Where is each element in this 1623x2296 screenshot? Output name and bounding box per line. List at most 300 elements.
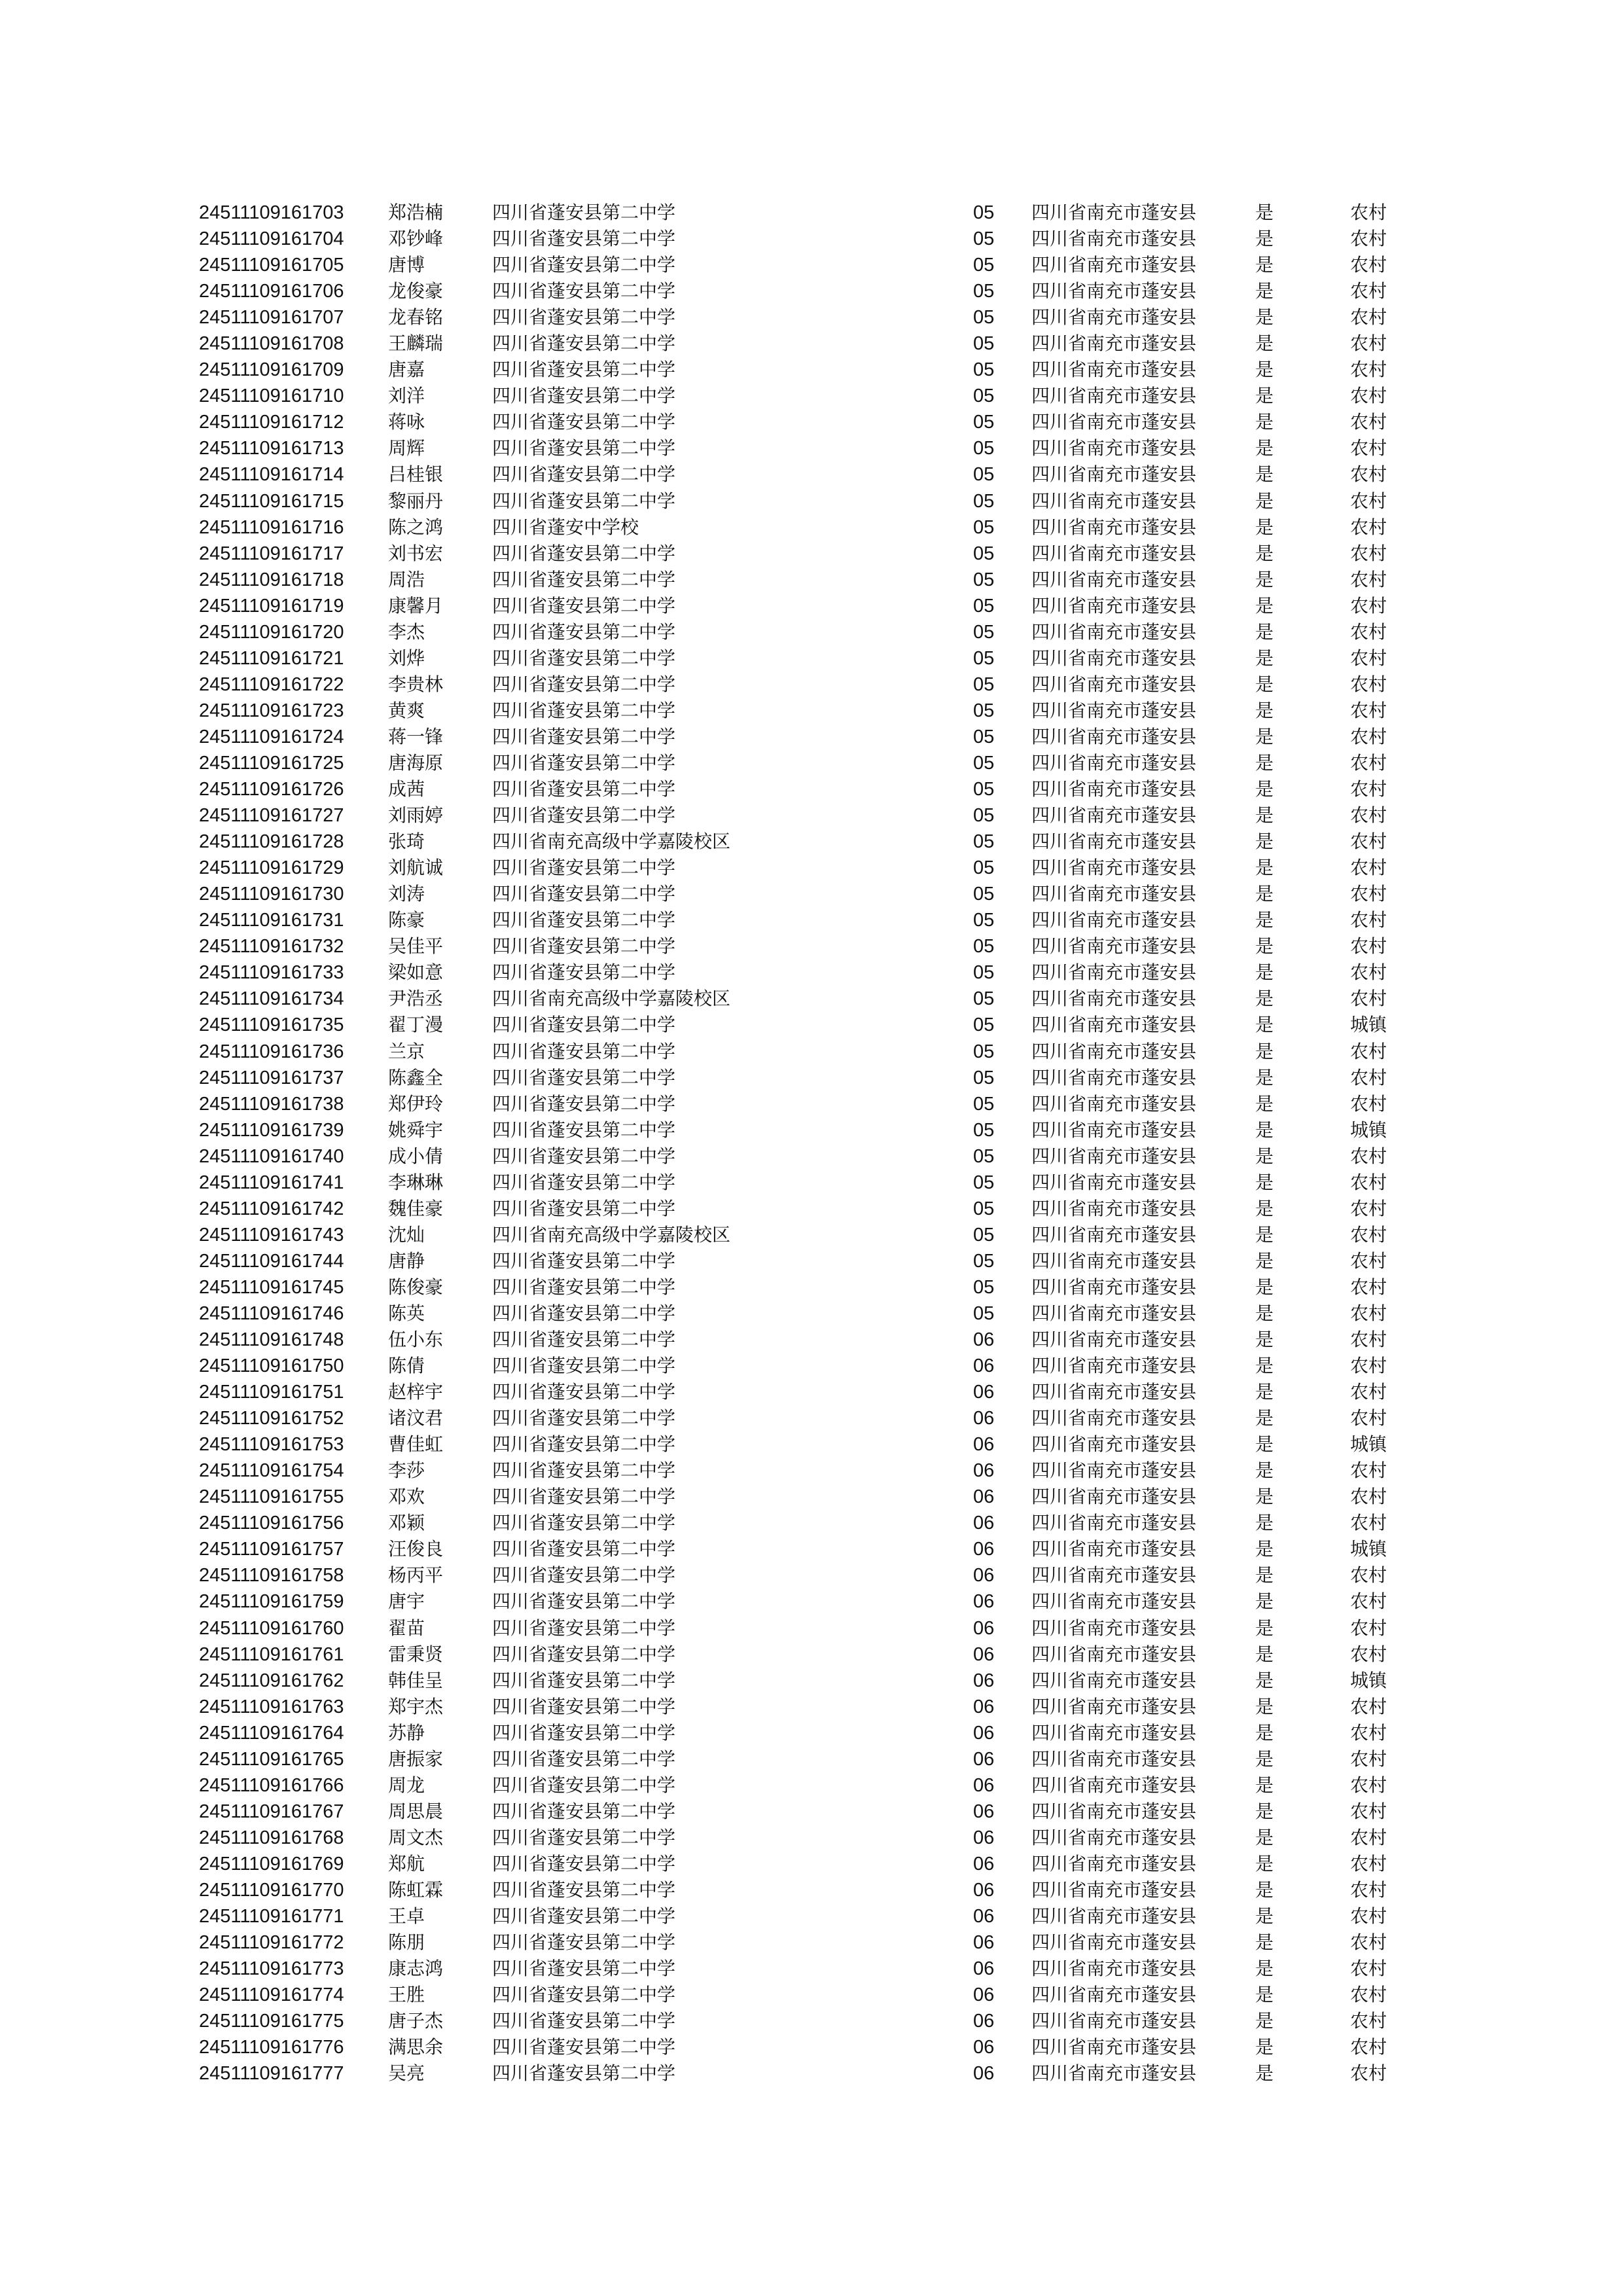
residence-type-cell: 城镇 (1350, 1433, 1387, 1456)
table-row (0, 672, 1623, 698)
student-id-cell: 24511109161775 (199, 2011, 344, 2032)
class-number-cell: 05 (973, 1119, 995, 1141)
school-cell: 四川省蓬安县第二中学 (492, 961, 676, 984)
residence-type-cell: 农村 (1350, 359, 1387, 381)
residence-type-cell: 农村 (1350, 1197, 1387, 1219)
student-id-cell: 24511109161729 (199, 857, 344, 879)
origin-location-cell: 四川省南充市蓬安县 (1031, 463, 1197, 486)
origin-location-cell: 四川省南充市蓬安县 (1031, 1197, 1197, 1219)
eligibility-flag-cell: 是 (1255, 961, 1274, 984)
origin-location-cell: 四川省南充市蓬安县 (1031, 490, 1197, 512)
student-id-cell: 24511109161730 (199, 884, 344, 905)
origin-location-cell: 四川省南充市蓬安县 (1031, 751, 1197, 774)
residence-type-cell: 农村 (1350, 1590, 1387, 1613)
origin-location-cell: 四川省南充市蓬安县 (1031, 1512, 1197, 1534)
origin-location-cell: 四川省南充市蓬安县 (1031, 935, 1197, 958)
eligibility-flag-cell: 是 (1255, 568, 1274, 590)
residence-type-cell: 农村 (1350, 751, 1387, 774)
student-name-cell: 康志鸿 (388, 1958, 444, 1980)
student-id-cell: 24511109161741 (199, 1172, 344, 1193)
student-id-cell: 24511109161728 (199, 831, 344, 853)
student-name-cell: 唐振家 (388, 1748, 444, 1770)
student-id-cell: 24511109161720 (199, 621, 344, 643)
eligibility-flag-cell: 是 (1255, 2036, 1274, 2058)
class-number-cell: 06 (973, 1486, 995, 1508)
student-name-cell: 蒋一锋 (388, 725, 444, 747)
residence-type-cell: 农村 (1350, 1276, 1387, 1298)
residence-type-cell: 农村 (1350, 1381, 1387, 1403)
student-name-cell: 尹浩丞 (388, 988, 444, 1010)
table-row (0, 907, 1623, 933)
table-row (0, 776, 1623, 802)
student-id-cell: 24511109161723 (199, 700, 344, 721)
student-id-cell: 24511109161746 (199, 1302, 344, 1324)
student-id-cell: 24511109161734 (199, 988, 344, 1010)
school-cell: 四川省蓬安县第二中学 (492, 778, 676, 800)
residence-type-cell: 农村 (1350, 673, 1387, 695)
student-id-cell: 24511109161726 (199, 779, 344, 800)
residence-type-cell: 农村 (1350, 1774, 1387, 1796)
student-name-cell: 刘雨婷 (388, 804, 444, 827)
student-name-cell: 唐静 (388, 1249, 425, 1272)
origin-location-cell: 四川省南充市蓬安县 (1031, 1407, 1197, 1429)
student-id-cell: 24511109161766 (199, 1774, 344, 1796)
student-id-cell: 24511109161736 (199, 1041, 344, 1062)
eligibility-flag-cell: 是 (1255, 1748, 1274, 1770)
eligibility-flag-cell: 是 (1255, 1355, 1274, 1377)
student-id-cell: 24511109161703 (199, 202, 344, 223)
student-id-cell: 24511109161718 (199, 569, 344, 590)
school-cell: 四川省蓬安县第二中学 (492, 1145, 676, 1167)
origin-location-cell: 四川省南充市蓬安县 (1031, 254, 1197, 276)
residence-type-cell: 农村 (1350, 1695, 1387, 1717)
origin-location-cell: 四川省南充市蓬安县 (1031, 1826, 1197, 1848)
table-row (0, 1379, 1623, 1405)
student-id-cell: 24511109161704 (199, 228, 344, 250)
table-row (0, 1562, 1623, 1588)
school-cell: 四川省蓬安县第二中学 (492, 1381, 676, 1403)
origin-location-cell: 四川省南充市蓬安县 (1031, 1223, 1197, 1246)
residence-type-cell: 农村 (1350, 542, 1387, 564)
school-cell: 四川省蓬安县第二中学 (492, 1538, 676, 1560)
student-id-cell: 24511109161760 (199, 1617, 344, 1639)
residence-type-cell: 农村 (1350, 385, 1387, 407)
class-number-cell: 06 (973, 1853, 995, 1874)
origin-location-cell: 四川省南充市蓬安县 (1031, 1355, 1197, 1377)
origin-location-cell: 四川省南充市蓬安县 (1031, 1748, 1197, 1770)
table-row (0, 1353, 1623, 1379)
origin-location-cell: 四川省南充市蓬安县 (1031, 1852, 1197, 1874)
eligibility-flag-cell: 是 (1255, 1014, 1274, 1036)
student-id-cell: 24511109161774 (199, 1984, 344, 2006)
student-name-cell: 刘涛 (388, 883, 425, 905)
student-name-cell: 陈虹霖 (388, 1879, 444, 1901)
residence-type-cell: 农村 (1350, 831, 1387, 853)
student-id-cell: 24511109161731 (199, 910, 344, 931)
school-cell: 四川省蓬安县第二中学 (492, 490, 676, 512)
school-cell: 四川省蓬安县第二中学 (492, 306, 676, 329)
residence-type-cell: 农村 (1350, 1512, 1387, 1534)
origin-location-cell: 四川省南充市蓬安县 (1031, 542, 1197, 564)
eligibility-flag-cell: 是 (1255, 1276, 1274, 1298)
class-number-cell: 05 (973, 647, 995, 669)
table-row (0, 2008, 1623, 2034)
school-cell: 四川省蓬安县第二中学 (492, 228, 676, 250)
class-number-cell: 05 (973, 228, 995, 250)
eligibility-flag-cell: 是 (1255, 228, 1274, 250)
student-name-cell: 陈朋 (388, 1931, 425, 1954)
class-number-cell: 05 (973, 1302, 995, 1324)
eligibility-flag-cell: 是 (1255, 1302, 1274, 1324)
student-name-cell: 成茜 (388, 778, 425, 800)
school-cell: 四川省蓬安县第二中学 (492, 1879, 676, 1901)
student-id-cell: 24511109161724 (199, 726, 344, 747)
student-id-cell: 24511109161705 (199, 255, 344, 276)
class-number-cell: 06 (973, 1722, 995, 1744)
table-row (0, 1065, 1623, 1091)
student-id-cell: 24511109161716 (199, 516, 344, 538)
student-id-cell: 24511109161772 (199, 1932, 344, 1954)
student-id-cell: 24511109161773 (199, 1958, 344, 1980)
class-number-cell: 06 (973, 2037, 995, 2058)
residence-type-cell: 农村 (1350, 1852, 1387, 1874)
residence-type-cell: 农村 (1350, 909, 1387, 931)
student-name-cell: 郑航 (388, 1852, 425, 1874)
student-id-cell: 24511109161765 (199, 1748, 344, 1770)
eligibility-flag-cell: 是 (1255, 1512, 1274, 1534)
table-row (0, 1248, 1623, 1274)
school-cell: 四川省蓬安县第二中学 (492, 568, 676, 590)
school-cell: 四川省蓬安县第二中学 (492, 804, 676, 827)
eligibility-flag-cell: 是 (1255, 1669, 1274, 1691)
student-name-cell: 翟苗 (388, 1617, 425, 1639)
school-cell: 四川省蓬安县第二中学 (492, 1852, 676, 1874)
eligibility-flag-cell: 是 (1255, 490, 1274, 512)
class-number-cell: 05 (973, 1198, 995, 1219)
residence-type-cell: 农村 (1350, 857, 1387, 879)
class-number-cell: 06 (973, 1434, 995, 1456)
student-name-cell: 刘书宏 (388, 542, 444, 564)
table-row (0, 986, 1623, 1012)
origin-location-cell: 四川省南充市蓬安县 (1031, 1171, 1197, 1193)
residence-type-cell: 农村 (1350, 1826, 1387, 1848)
origin-location-cell: 四川省南充市蓬安县 (1031, 2010, 1197, 2032)
class-number-cell: 05 (973, 673, 995, 695)
origin-location-cell: 四川省南充市蓬安县 (1031, 1486, 1197, 1508)
residence-type-cell: 农村 (1350, 1984, 1387, 2006)
eligibility-flag-cell: 是 (1255, 1249, 1274, 1272)
school-cell: 四川省蓬安县第二中学 (492, 857, 676, 879)
student-name-cell: 唐子杰 (388, 2010, 444, 2032)
table-row (0, 1536, 1623, 1562)
origin-location-cell: 四川省南充市蓬安县 (1031, 1617, 1197, 1639)
class-number-cell: 06 (973, 1513, 995, 1534)
class-number-cell: 05 (973, 621, 995, 643)
school-cell: 四川省蓬安县第二中学 (492, 1329, 676, 1351)
eligibility-flag-cell: 是 (1255, 1223, 1274, 1246)
origin-location-cell: 四川省南充市蓬安县 (1031, 516, 1197, 538)
eligibility-flag-cell: 是 (1255, 673, 1274, 695)
eligibility-flag-cell: 是 (1255, 202, 1274, 223)
class-number-cell: 06 (973, 1932, 995, 1954)
school-cell: 四川省蓬安县第二中学 (492, 1931, 676, 1954)
school-cell: 四川省蓬安县第二中学 (492, 909, 676, 931)
class-number-cell: 06 (973, 1539, 995, 1560)
student-name-cell: 陈俊豪 (388, 1276, 444, 1298)
residence-type-cell: 农村 (1350, 1460, 1387, 1482)
origin-location-cell: 四川省南充市蓬安县 (1031, 1249, 1197, 1272)
class-number-cell: 05 (973, 1172, 995, 1193)
origin-location-cell: 四川省南充市蓬安县 (1031, 1433, 1197, 1456)
origin-location-cell: 四川省南充市蓬安县 (1031, 1538, 1197, 1560)
table-row (0, 200, 1623, 226)
class-number-cell: 05 (973, 1093, 995, 1115)
residence-type-cell: 农村 (1350, 306, 1387, 329)
origin-location-cell: 四川省南充市蓬安县 (1031, 202, 1197, 223)
student-id-cell: 24511109161737 (199, 1067, 344, 1088)
origin-location-cell: 四川省南充市蓬安县 (1031, 857, 1197, 879)
student-id-cell: 24511109161735 (199, 1014, 344, 1036)
class-number-cell: 06 (973, 1460, 995, 1482)
eligibility-flag-cell: 是 (1255, 1800, 1274, 1822)
eligibility-flag-cell: 是 (1255, 280, 1274, 302)
class-number-cell: 05 (973, 307, 995, 329)
eligibility-flag-cell: 是 (1255, 1381, 1274, 1403)
student-name-cell: 王麟瑞 (388, 332, 444, 355)
student-id-cell: 24511109161732 (199, 936, 344, 958)
student-name-cell: 陈之鸿 (388, 516, 444, 538)
table-row (0, 1274, 1623, 1300)
eligibility-flag-cell: 是 (1255, 988, 1274, 1010)
eligibility-flag-cell: 是 (1255, 594, 1274, 617)
school-cell: 四川省蓬安县第二中学 (492, 1590, 676, 1613)
school-cell: 四川省蓬安县第二中学 (492, 1984, 676, 2006)
eligibility-flag-cell: 是 (1255, 359, 1274, 381)
student-name-cell: 唐嘉 (388, 359, 425, 381)
class-number-cell: 05 (973, 202, 995, 223)
school-cell: 四川省南充高级中学嘉陵校区 (492, 831, 731, 853)
residence-type-cell: 农村 (1350, 1748, 1387, 1770)
class-number-cell: 05 (973, 595, 995, 617)
residence-type-cell: 农村 (1350, 647, 1387, 669)
table-row (0, 357, 1623, 383)
class-number-cell: 05 (973, 490, 995, 512)
student-id-cell: 24511109161758 (199, 1565, 344, 1587)
student-name-cell: 康馨月 (388, 594, 444, 617)
school-cell: 四川省蓬安县第二中学 (492, 620, 676, 643)
class-number-cell: 05 (973, 752, 995, 774)
table-row (0, 1956, 1623, 1982)
residence-type-cell: 农村 (1350, 594, 1387, 617)
origin-location-cell: 四川省南充市蓬安县 (1031, 831, 1197, 853)
student-name-cell: 陈鑫全 (388, 1066, 444, 1088)
school-cell: 四川省蓬安县第二中学 (492, 1040, 676, 1062)
table-row (0, 645, 1623, 672)
school-cell: 四川省蓬安县第二中学 (492, 385, 676, 407)
student-id-cell: 24511109161740 (199, 1145, 344, 1167)
origin-location-cell: 四川省南充市蓬安县 (1031, 620, 1197, 643)
eligibility-flag-cell: 是 (1255, 306, 1274, 329)
class-number-cell: 05 (973, 936, 995, 958)
student-name-cell: 吴佳平 (388, 935, 444, 958)
school-cell: 四川省蓬安县第二中学 (492, 935, 676, 958)
eligibility-flag-cell: 是 (1255, 542, 1274, 564)
student-name-cell: 成小倩 (388, 1145, 444, 1167)
eligibility-flag-cell: 是 (1255, 1590, 1274, 1613)
class-number-cell: 05 (973, 543, 995, 564)
eligibility-flag-cell: 是 (1255, 385, 1274, 407)
origin-location-cell: 四川省南充市蓬安县 (1031, 1276, 1197, 1298)
student-id-cell: 24511109161712 (199, 412, 344, 433)
student-id-cell: 24511109161751 (199, 1382, 344, 1403)
eligibility-flag-cell: 是 (1255, 411, 1274, 433)
origin-location-cell: 四川省南充市蓬安县 (1031, 1984, 1197, 2006)
table-row (0, 1484, 1623, 1510)
class-number-cell: 05 (973, 516, 995, 538)
origin-location-cell: 四川省南充市蓬安县 (1031, 778, 1197, 800)
eligibility-flag-cell: 是 (1255, 1460, 1274, 1482)
origin-location-cell: 四川省南充市蓬安县 (1031, 988, 1197, 1010)
table-row (0, 1196, 1623, 1222)
student-name-cell: 郑伊玲 (388, 1092, 444, 1115)
origin-location-cell: 四川省南充市蓬安县 (1031, 1695, 1197, 1717)
school-cell: 四川省蓬安县第二中学 (492, 725, 676, 747)
table-row (0, 1668, 1623, 1694)
origin-location-cell: 四川省南充市蓬安县 (1031, 1905, 1197, 1928)
table-row (0, 2060, 1623, 2087)
eligibility-flag-cell: 是 (1255, 2010, 1274, 2032)
student-name-cell: 满思余 (388, 2036, 444, 2058)
residence-type-cell: 农村 (1350, 988, 1387, 1010)
student-name-cell: 郑宇杰 (388, 1695, 444, 1717)
student-name-cell: 伍小东 (388, 1329, 444, 1351)
student-name-cell: 黄爽 (388, 699, 425, 721)
student-name-cell: 雷秉贤 (388, 1643, 444, 1665)
class-number-cell: 06 (973, 1565, 995, 1587)
student-id-cell: 24511109161713 (199, 438, 344, 459)
residence-type-cell: 农村 (1350, 699, 1387, 721)
student-id-cell: 24511109161706 (199, 281, 344, 302)
table-row (0, 1510, 1623, 1536)
school-cell: 四川省南充高级中学嘉陵校区 (492, 988, 731, 1010)
class-number-cell: 06 (973, 1958, 995, 1980)
student-id-cell: 24511109161715 (199, 490, 344, 512)
residence-type-cell: 农村 (1350, 280, 1387, 302)
school-cell: 四川省蓬安县第二中学 (492, 1433, 676, 1456)
school-cell: 四川省蓬安县第二中学 (492, 883, 676, 905)
student-name-cell: 李贵林 (388, 673, 444, 695)
residence-type-cell: 农村 (1350, 778, 1387, 800)
origin-location-cell: 四川省南充市蓬安县 (1031, 1460, 1197, 1482)
class-number-cell: 05 (973, 1067, 995, 1088)
student-name-cell: 曹佳虹 (388, 1433, 444, 1456)
school-cell: 四川省蓬安县第二中学 (492, 1276, 676, 1298)
student-id-cell: 24511109161745 (199, 1276, 344, 1298)
student-id-cell: 24511109161767 (199, 1801, 344, 1822)
residence-type-cell: 农村 (1350, 202, 1387, 223)
residence-type-cell: 农村 (1350, 935, 1387, 958)
table-row (0, 1929, 1623, 1956)
table-row (0, 409, 1623, 435)
student-id-cell: 24511109161755 (199, 1486, 344, 1508)
residence-type-cell: 农村 (1350, 1721, 1387, 1744)
eligibility-flag-cell: 是 (1255, 1643, 1274, 1665)
residence-type-cell: 农村 (1350, 254, 1387, 276)
eligibility-flag-cell: 是 (1255, 1721, 1274, 1744)
residence-type-cell: 农村 (1350, 1905, 1387, 1928)
school-cell: 四川省蓬安县第二中学 (492, 1721, 676, 1744)
student-id-cell: 24511109161768 (199, 1827, 344, 1848)
eligibility-flag-cell: 是 (1255, 699, 1274, 721)
table-row (0, 855, 1623, 881)
school-cell: 四川省蓬安县第二中学 (492, 411, 676, 433)
student-name-cell: 黎丽丹 (388, 490, 444, 512)
student-id-cell: 24511109161742 (199, 1198, 344, 1219)
school-cell: 四川省蓬安县第二中学 (492, 1460, 676, 1482)
origin-location-cell: 四川省南充市蓬安县 (1031, 332, 1197, 355)
school-cell: 四川省蓬安县第二中学 (492, 1643, 676, 1665)
origin-location-cell: 四川省南充市蓬安县 (1031, 1329, 1197, 1351)
eligibility-flag-cell: 是 (1255, 725, 1274, 747)
origin-location-cell: 四川省南充市蓬安县 (1031, 1564, 1197, 1587)
table-row (0, 488, 1623, 514)
student-id-cell: 24511109161719 (199, 595, 344, 617)
origin-location-cell: 四川省南充市蓬安县 (1031, 699, 1197, 721)
class-number-cell: 06 (973, 2063, 995, 2085)
residence-type-cell: 农村 (1350, 725, 1387, 747)
residence-type-cell: 农村 (1350, 411, 1387, 433)
school-cell: 四川省蓬安县第二中学 (492, 1486, 676, 1508)
class-number-cell: 06 (973, 1984, 995, 2006)
school-cell: 四川省蓬安县第二中学 (492, 254, 676, 276)
eligibility-flag-cell: 是 (1255, 1433, 1274, 1456)
school-cell: 四川省蓬安县第二中学 (492, 1249, 676, 1272)
origin-location-cell: 四川省南充市蓬安县 (1031, 1643, 1197, 1665)
table-row (0, 1143, 1623, 1170)
school-cell: 四川省蓬安县第二中学 (492, 673, 676, 695)
student-id-cell: 24511109161708 (199, 333, 344, 355)
class-number-cell: 06 (973, 2011, 995, 2032)
school-cell: 四川省蓬安县第二中学 (492, 1669, 676, 1691)
class-number-cell: 06 (973, 1329, 995, 1351)
class-number-cell: 05 (973, 700, 995, 721)
eligibility-flag-cell: 是 (1255, 1145, 1274, 1167)
origin-location-cell: 四川省南充市蓬安县 (1031, 725, 1197, 747)
class-number-cell: 05 (973, 988, 995, 1010)
eligibility-flag-cell: 是 (1255, 1119, 1274, 1141)
residence-type-cell: 农村 (1350, 1643, 1387, 1665)
student-name-cell: 韩佳呈 (388, 1669, 444, 1691)
student-name-cell: 邓欢 (388, 1486, 425, 1508)
student-id-cell: 24511109161710 (199, 386, 344, 407)
origin-location-cell: 四川省南充市蓬安县 (1031, 2036, 1197, 2058)
class-number-cell: 05 (973, 255, 995, 276)
origin-location-cell: 四川省南充市蓬安县 (1031, 411, 1197, 433)
student-id-cell: 24511109161748 (199, 1329, 344, 1351)
school-cell: 四川省蓬安县第二中学 (492, 1748, 676, 1770)
student-id-cell: 24511109161762 (199, 1670, 344, 1691)
origin-location-cell: 四川省南充市蓬安县 (1031, 1774, 1197, 1796)
eligibility-flag-cell: 是 (1255, 1695, 1274, 1717)
eligibility-flag-cell: 是 (1255, 1538, 1274, 1560)
origin-location-cell: 四川省南充市蓬安县 (1031, 1119, 1197, 1141)
table-row (0, 1746, 1623, 1772)
student-name-cell: 邓颖 (388, 1512, 425, 1534)
eligibility-flag-cell: 是 (1255, 1931, 1274, 1954)
residence-type-cell: 农村 (1350, 1329, 1387, 1351)
eligibility-flag-cell: 是 (1255, 647, 1274, 669)
origin-location-cell: 四川省南充市蓬安县 (1031, 385, 1197, 407)
